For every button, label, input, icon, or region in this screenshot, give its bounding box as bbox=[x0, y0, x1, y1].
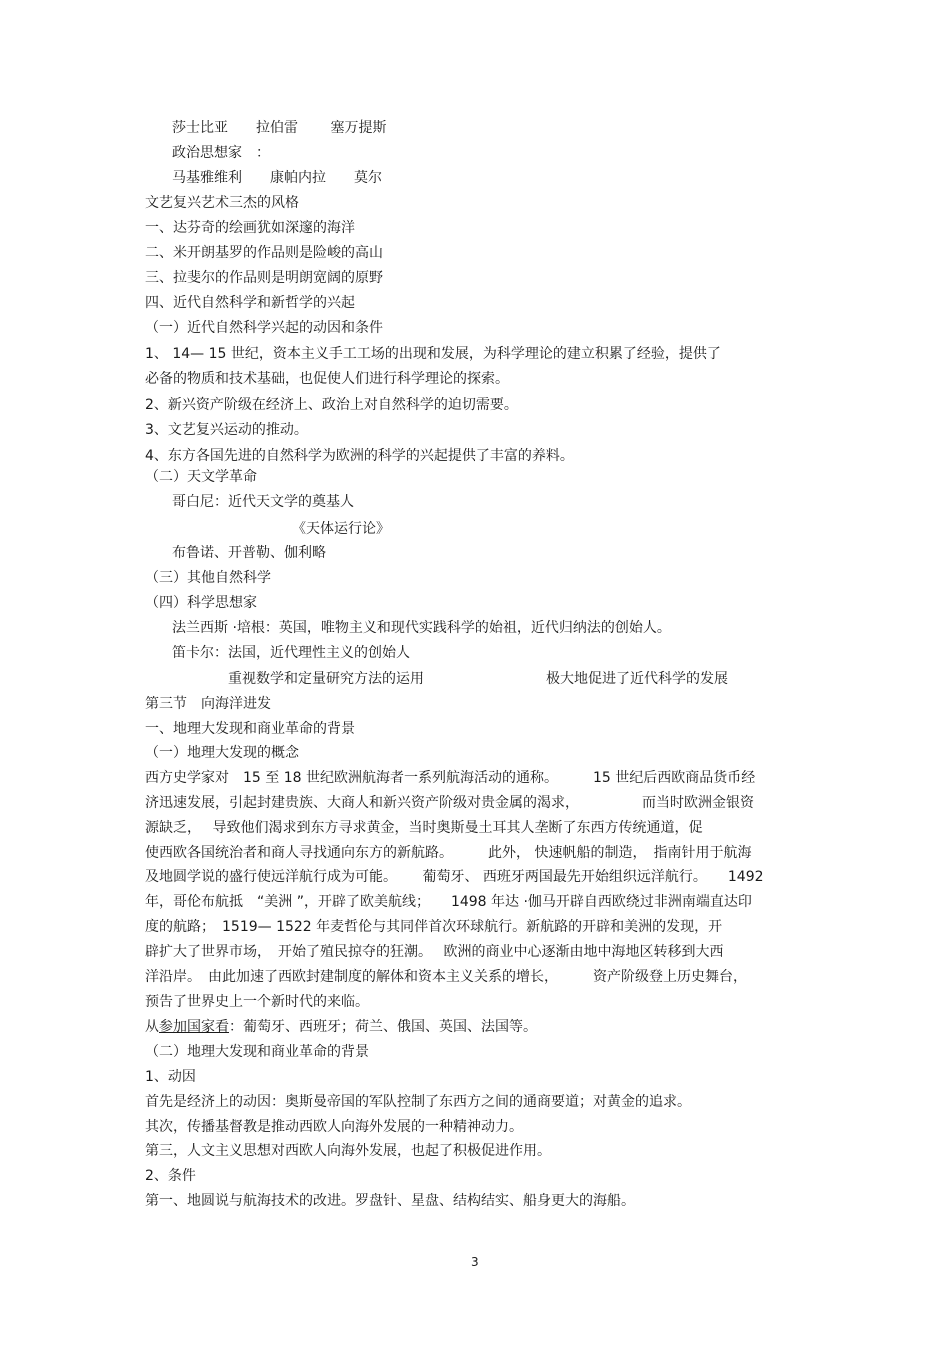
line-21: 法兰西斯 ·培根：英国，唯物主义和现代实践科学的始祖，近代归纳法的创始人。 bbox=[172, 620, 671, 636]
line-23b: 极大地促进了近代科学的发展 bbox=[546, 671, 728, 687]
subsection-heading: （二）天文学革命 bbox=[145, 469, 257, 485]
line-34: 辟扩大了世界市场， 开始了殖民掠夺的狂潮。 欧洲的商业中心逐渐由地中海地区转移到大西 bbox=[145, 944, 724, 960]
line-7: 三、拉斐尔的作品则是明朗宽阔的原野 bbox=[145, 270, 383, 286]
line-37-rest: ：葡萄牙、西班牙；荷兰、俄国、英国、法国等。 bbox=[229, 1019, 537, 1035]
line-12: 2、新兴资产阶级在经济上、政治上对自然科学的迫切需要。 bbox=[145, 397, 518, 413]
line-40: 首先是经济上的动因：奥斯曼帝国的军队控制了东西方之间的通商要道；对黄金的追求。 bbox=[145, 1094, 691, 1110]
line-39: 1、动因 bbox=[145, 1069, 196, 1085]
line-41: 其次，传播基督教是推动西欧人向海外发展的一种精神动力。 bbox=[145, 1119, 523, 1135]
subsection-heading: （二）地理大发现和商业革命的背景 bbox=[145, 1044, 369, 1060]
line-43: 2、条件 bbox=[145, 1168, 196, 1184]
line-35: 洋沿岸。 由此加速了西欧封建制度的解体和资本主义关系的增长， 资产阶级登上历史舞台， bbox=[145, 969, 747, 985]
chapter-heading: 第三节 向海洋进发 bbox=[145, 696, 271, 712]
line-36: 预告了世界史上一个新时代的来临。 bbox=[145, 994, 369, 1010]
subsection-heading: （一）地理大发现的概念 bbox=[145, 745, 299, 761]
line-6: 二、米开朗基罗的作品则是险峻的高山 bbox=[145, 245, 383, 261]
line-31: 及地圆学说的盛行使远洋航行成为可能。 葡萄牙、 西班牙两国最先开始组织远洋航行。 1492 bbox=[145, 869, 764, 885]
line-42: 第三，人文主义思想对西欧人向海外发展，也起了积极促进作用。 bbox=[145, 1143, 551, 1159]
line-44: 第一、地圆说与航海技术的改进。罗盘针、星盘、结构结实、船身更大的海船。 bbox=[145, 1193, 635, 1209]
line-11: 必备的物质和技术基础，也促使人们进行科学理论的探索。 bbox=[145, 371, 509, 387]
line-2: 政治思想家 ： bbox=[172, 145, 270, 161]
line-23a: 重视数学和定量研究方法的运用 bbox=[228, 671, 424, 687]
line-10: 1、 14— 15 世纪，资本主义手工工场的出现和发展，为科学理论的建立积累了经验，提供了 bbox=[145, 346, 721, 362]
section-heading: 四、近代自然科学和新哲学的兴起 bbox=[145, 295, 355, 311]
line-37-prefix: 从 bbox=[145, 1019, 159, 1035]
line-30: 使西欧各国统治者和商人寻找通向东方的新航路。 此外， 快速帆船的制造， 指南针用于航海 bbox=[145, 845, 752, 861]
line-14: 4、东方各国先进的自然科学为欧洲的科学的兴起提供了丰富的养料。 bbox=[145, 448, 574, 464]
line-16: 哥白尼：近代天文学的奠基人 bbox=[172, 494, 354, 510]
section-heading: 一、地理大发现和商业革命的背景 bbox=[145, 721, 355, 737]
book-title: 《天体运行论》 bbox=[292, 521, 390, 537]
page-number: 3 bbox=[471, 1255, 479, 1269]
line-28: 济迅速发展，引起封建贵族、大商人和新兴资产阶级对贵金属的渴求， 而当时欧洲金银资 bbox=[145, 795, 754, 811]
line-37 bbox=[145, 1017, 537, 1037]
line-27: 西方史学家对 15 至 18 世纪欧洲航海者一系列航海活动的通称。 15 世纪后西欧商品货币经 bbox=[145, 770, 756, 786]
subsection-heading: （一）近代自然科学兴起的动因和条件 bbox=[145, 320, 383, 336]
underlined-phrase: 参加国家看 bbox=[159, 1019, 229, 1035]
line-22: 笛卡尔：法国，近代理性主义的创始人 bbox=[172, 645, 410, 661]
section-heading: 文艺复兴艺术三杰的风格 bbox=[145, 195, 299, 211]
line-3: 马基雅维利 康帕内拉 莫尔 bbox=[172, 170, 382, 186]
line-18: 布鲁诺、开普勒、伽利略 bbox=[172, 545, 326, 561]
line-13: 3、文艺复兴运动的推动。 bbox=[145, 422, 308, 438]
line-33: 度的航路； 1519— 1522 年麦哲伦与其同伴首次环球航行。新航路的开辟和美洲的发现，开 bbox=[145, 919, 723, 935]
line-32: 年，哥伦布航抵 “美洲 ”，开辟了欧美航线； 1498 年达 ·伽马开辟自西欧绕过非洲南端直达印 bbox=[145, 894, 752, 910]
line-5: 一、达芬奇的绘画犹如深邃的海洋 bbox=[145, 220, 355, 236]
subsection-heading: （四）科学思想家 bbox=[145, 595, 257, 611]
subsection-heading: （三）其他自然科学 bbox=[145, 570, 271, 586]
line-29: 源缺乏， 导致他们渴求到东方寻求黄金，当时奥斯曼土耳其人垄断了东西方传统通道，促 bbox=[145, 820, 703, 836]
line-1: 莎士比亚 拉伯雷 塞万提斯 bbox=[172, 120, 387, 136]
